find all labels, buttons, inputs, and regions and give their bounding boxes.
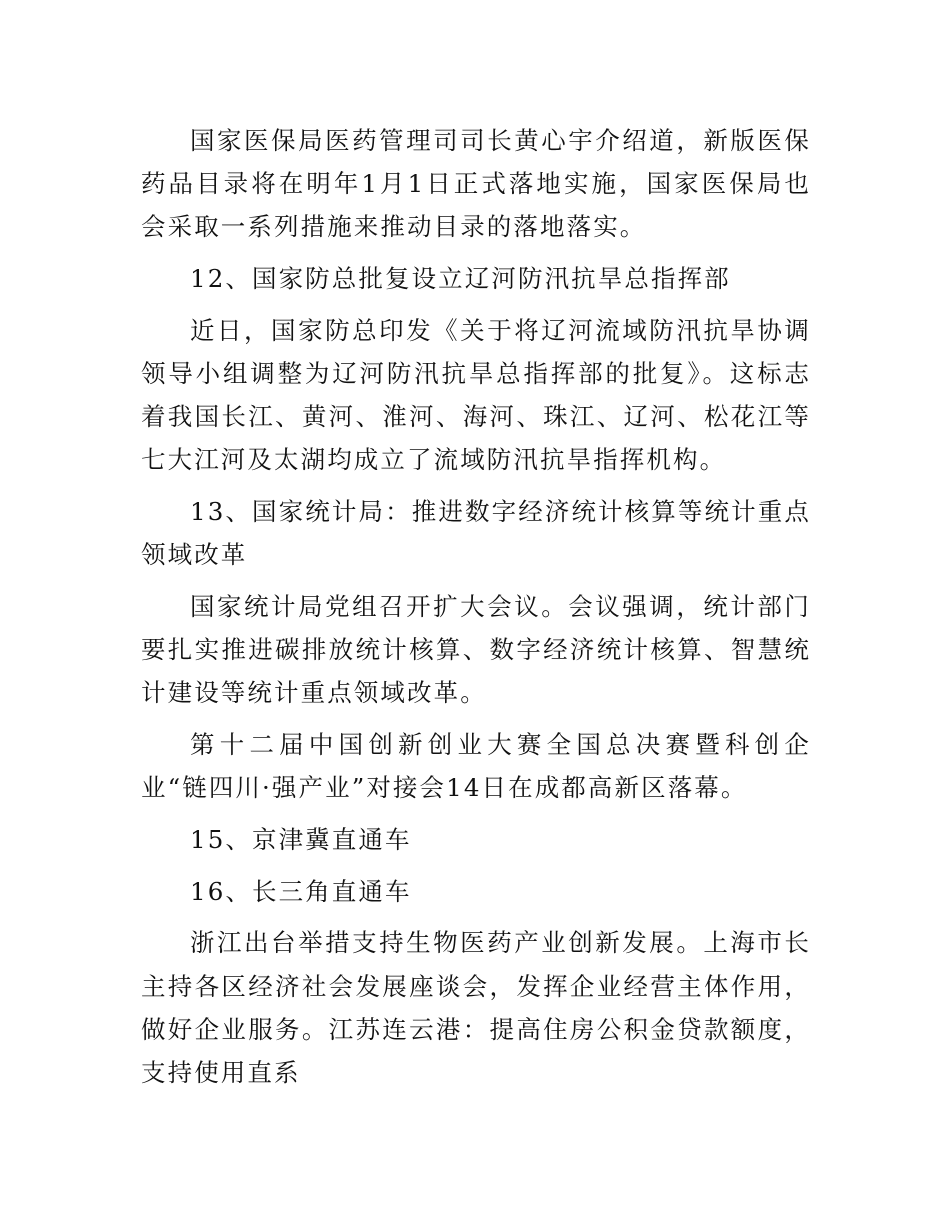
heading-item-15: 15、京津冀直通车: [190, 825, 412, 855]
heading-item-16: 16、长三角直通车: [190, 876, 412, 906]
paragraph-medical-insurance: 国家医保局医药管理司司长黄心宇介绍道，新版医保药品目录将在明年1月1日正式落地实施，国家医保局也会采取一系列措施来推动目录的落地落实。: [141, 126, 811, 242]
paragraph-yangtze-delta: 浙江出台举措支持生物医药产业创新发展。上海市长主持各区经济社会发展座谈会，发挥企业经营主体作用，做好企业服务。江苏连云港：提高住房公积金贷款额度，支持使用直系: [141, 928, 811, 1088]
heading-item-13: 13、国家统计局：推进数字经济统计核算等统计重点领域改革: [141, 497, 811, 570]
paragraph-innovation-contest: 第十二届中国创新创业大赛全国总决赛暨科创企业“链四川·强产业”对接会14日在成都高新区落幕。: [141, 730, 811, 803]
heading-item-12: 12、国家防总批复设立辽河防汛抗旱总指挥部: [190, 264, 731, 294]
paragraph-liaohe-flood-control: 近日，国家防总印发《关于将辽河流域防汛抗旱协调领导小组调整为辽河防汛抗旱总指挥部的批复》。这标志着我国长江、黄河、淮河、海河、珠江、辽河、松花江等七大江河及太湖均成立了流域防汛抗旱指挥机构。: [141, 315, 811, 475]
paragraph-statistics-reform: 国家统计局党组召开扩大会议。会议强调，统计部门要扎实推进碳排放统计核算、数字经济统计核算、智慧统计建设等统计重点领域改革。: [141, 592, 811, 708]
document-body: [141, 119, 811, 1103]
